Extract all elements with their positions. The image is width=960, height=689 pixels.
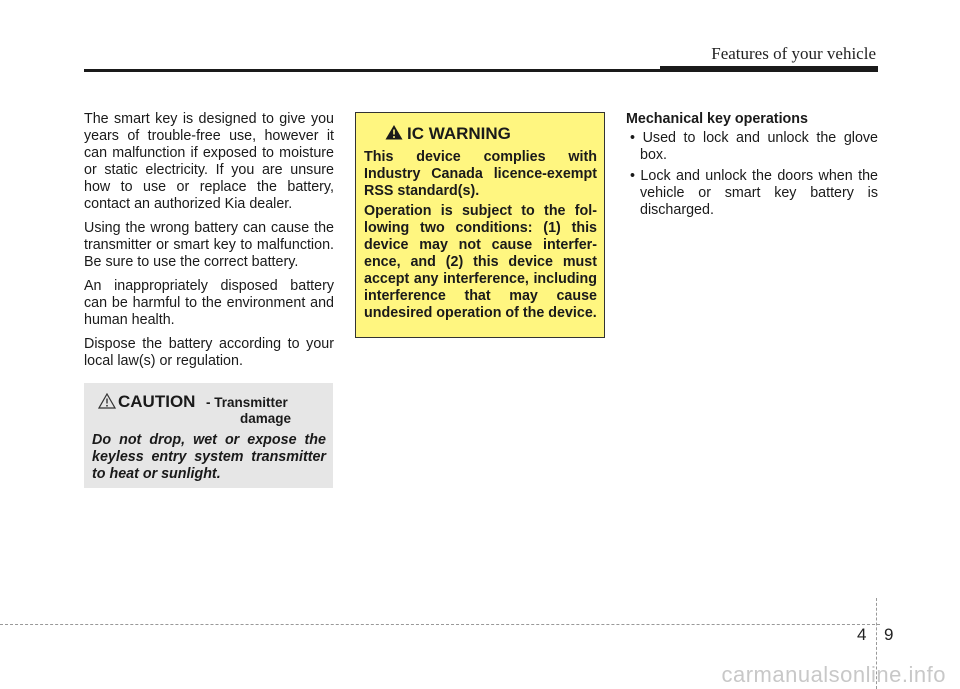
- paragraph-2: Using the wrong battery can cause the transmitter or smart key to malfunction. Be sure to use the correct battery.: [84, 220, 334, 270]
- left-column: [84, 111, 334, 377]
- warning-triangle-outline-icon: [98, 393, 116, 409]
- paragraph-1: The smart key is designed to give you years of trouble-free use, however it can malfunction if exposed to moisture or static electricity. If you are unsure how to use or replace the battery, contact an authorized Kia dealer.: [84, 111, 334, 212]
- footer-rule: [0, 624, 880, 625]
- watermark: carmanualsonline.info: [721, 662, 946, 687]
- warning-text-2: Operation is subject to the following two conditions: (1) this device may not cause interference, and (2) this device must accept any interference, including interference that may cause undesired operation of the device.: [364, 203, 597, 321]
- header-rule-accent: [660, 66, 878, 72]
- caution-box: [84, 383, 333, 488]
- chapter-number: 4: [857, 625, 867, 644]
- bullet-text-2: Lock and unlock the doors when the vehicle or smart key battery is discharged.: [640, 168, 878, 218]
- section-title: Features of your vehicle: [711, 44, 876, 63]
- mechanical-key-title: Mechanical key operations: [626, 111, 808, 127]
- bullet-text-1: Used to lock and unlock the glove box.: [640, 130, 878, 163]
- paragraph-3: An inappropriately disposed battery can be harmful to the environment and human health.: [84, 278, 334, 328]
- paragraph-4: Dispose the battery according to your local law(s) or regulation.: [84, 336, 334, 369]
- right-column: [626, 111, 878, 223]
- bullet-item-1: • Used to lock and unlock the glove box.: [630, 130, 878, 163]
- warning-text-1: This device complies with Industry Canada licence-exempt RSS standard(s).: [364, 149, 597, 199]
- page-number: 9: [884, 625, 894, 644]
- caution-subtitle-2: damage: [240, 411, 292, 426]
- caution-subtitle: - Transmitter: [206, 395, 288, 410]
- caution-word: CAUTION: [118, 392, 196, 411]
- bullet-item-2: • Lock and unlock the doors when the vehicle or smart key battery is discharged.: [630, 168, 878, 218]
- ic-warning-box: [355, 112, 605, 338]
- warning-triangle-filled-icon: [385, 124, 403, 140]
- caution-text: Do not drop, wet or expose the keyless entry system transmitter to heat or sunlight.: [92, 432, 326, 482]
- warning-title: IC WARNING: [407, 124, 511, 143]
